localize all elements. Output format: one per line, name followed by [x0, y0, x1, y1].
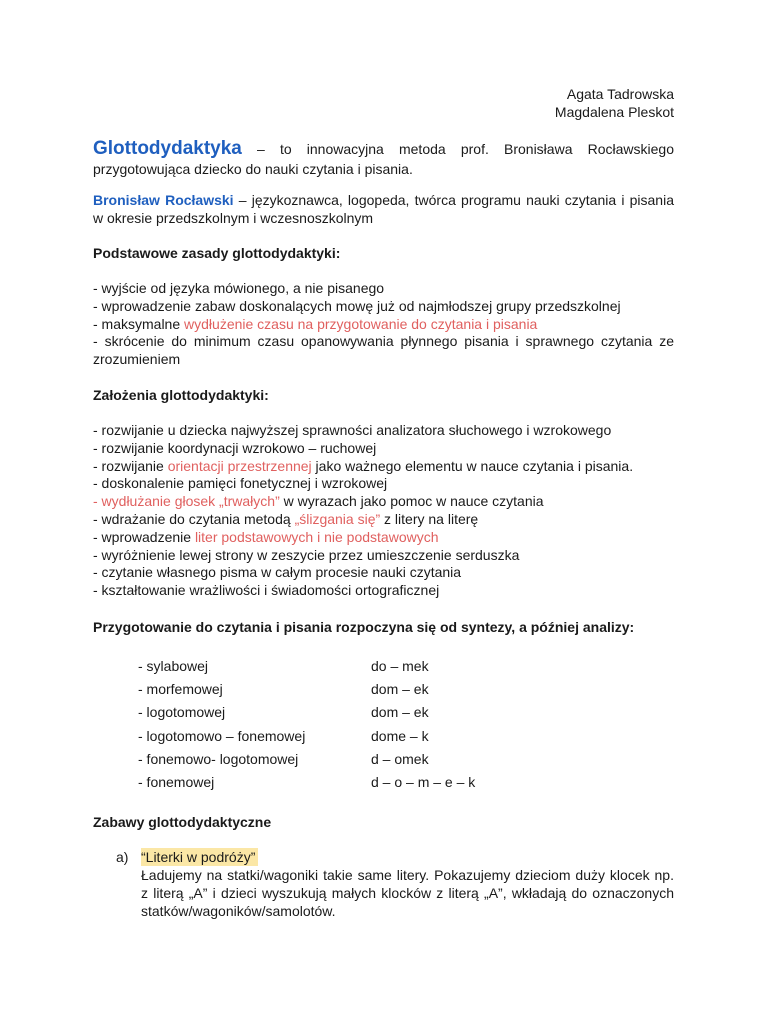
- list-text: - wprowadzenie zabaw doskonalących mowę już od najmłodszej grupy przedszkolnej: [93, 297, 621, 314]
- list-text: w wyrazach jako pomoc w nauce czytania: [279, 493, 544, 510]
- synthesis-type: - logotomowo – fonemowej: [138, 727, 306, 744]
- highlighted-text: liter podstawowych i nie podstawowych: [194, 528, 439, 545]
- author-text: – językoznawca, logopeda, twórca programu nauki czytania i pisania w okresie przedszkolnym i wczesnoszkolnym: [93, 192, 674, 226]
- list-text: - maksymalne: [93, 315, 185, 332]
- synthesis-type: - fonemowo- logotomowej: [138, 750, 299, 767]
- synthesis-example: dom – ek: [371, 681, 429, 698]
- assumption-item: [93, 475, 674, 493]
- synthesis-row: [138, 725, 674, 748]
- list-text: - wyróżnienie lewej strony w zeszycie przez umieszczenie serduszka: [93, 546, 520, 563]
- synthesis-type: - morfemowej: [138, 681, 223, 698]
- assumption-item: [93, 547, 674, 565]
- highlighted-text: orientacji przestrzennej: [167, 457, 312, 474]
- list-text: - czytanie własnego pisma w całym procesie nauki czytania: [93, 564, 462, 581]
- synthesis-example: do – mek: [371, 657, 429, 674]
- list-text: - doskonalenie pamięci fonetycznej i wzrokowej: [93, 475, 388, 492]
- authors-block: [93, 85, 674, 121]
- synthesis-table: [138, 655, 674, 794]
- list-text: jako ważnego elementu w nauce czytania i pisania.: [311, 457, 634, 474]
- list-text: z litery na literę: [380, 510, 479, 527]
- synthesis-heading: Przygotowanie do czytania i pisania rozpoczyna się od syntezy, a później analizy:: [93, 618, 635, 635]
- list-text: - wyjście od języka mówionego, a nie pisanego: [93, 280, 385, 296]
- author-name: Agata Tadrowska: [566, 86, 674, 102]
- synthesis-row: [138, 678, 674, 701]
- assumption-item: [93, 458, 674, 476]
- game-item: [116, 848, 674, 920]
- list-text: - wprowadzenie: [93, 528, 195, 545]
- principle-item: [93, 316, 674, 334]
- highlighted-text: wydłużenie czasu na przygotowanie do czytania i pisania: [184, 315, 538, 332]
- intro-paragraph: [93, 139, 674, 179]
- synthesis-example: dome – k: [371, 727, 429, 744]
- assumption-item: [93, 564, 674, 582]
- synthesis-example: dom – ek: [371, 704, 429, 721]
- assumption-item: [93, 511, 674, 529]
- author-name: Magdalena Pleskot: [554, 104, 674, 120]
- assumptions-heading: Założenia glottodydaktyki:: [93, 386, 269, 403]
- document-page: [93, 85, 674, 920]
- list-text: - wdrażanie do czytania metodą: [93, 510, 295, 527]
- intro-text: – to innowacyjna metoda prof. Bronisława Rocławskiego przygotowująca dziecko do nauki czytania i pisania.: [93, 141, 674, 177]
- list-text: - rozwijanie koordynacji wzrokowo – ruchowej: [93, 439, 377, 456]
- games-heading: Zabawy glottodydaktyczne: [93, 814, 272, 831]
- list-text: - rozwijanie: [93, 457, 168, 474]
- assumption-item: [93, 493, 674, 511]
- intro-term: Glottodydaktyka: [93, 138, 242, 159]
- author-paragraph: [93, 191, 674, 227]
- synthesis-type: - fonemowej: [138, 773, 215, 790]
- highlighted-text: - wydłużanie głosek „trwałych”: [93, 493, 280, 510]
- principle-item: [93, 333, 674, 369]
- author-term: Bronisław Rocławski: [93, 192, 234, 208]
- principle-item: [93, 280, 674, 298]
- game-title-row: [116, 848, 674, 866]
- assumptions-list: [93, 422, 674, 600]
- principles-list: [93, 280, 674, 369]
- synthesis-example: d – o – m – e – k: [371, 773, 476, 790]
- list-text: - kształtowanie wrażliwości i świadomości ortograficznej: [93, 582, 440, 599]
- highlighted-text: „ślizgania się”: [294, 510, 381, 527]
- synthesis-row: [138, 771, 674, 794]
- synthesis-row: [138, 701, 674, 724]
- game-title: “Literki w podróży”: [141, 848, 258, 866]
- list-text: - skrócenie do minimum czasu opanowywania płynnego pisania i sprawnego czytania ze zrozumieniem: [93, 333, 674, 368]
- synthesis-type: - logotomowej: [138, 704, 226, 721]
- synthesis-example: d – omek: [371, 750, 429, 767]
- assumption-item: [93, 529, 674, 547]
- synthesis-type: - sylabowej: [138, 657, 209, 674]
- game-description: Ładujemy na statki/wagoniki takie same litery. Pokazujemy dzieciom duży klocek np. z literą „A” i dzieci wyszukują małych klocków z literą „A”, wkładają do oznaczonych statków/wagoników/samolotów.: [141, 867, 674, 920]
- assumption-item: [93, 582, 674, 600]
- synthesis-row: [138, 655, 674, 678]
- game-label: a): [116, 849, 129, 866]
- synthesis-row: [138, 748, 674, 771]
- principles-heading: Podstawowe zasady glottodydaktyki:: [93, 245, 341, 261]
- principle-item: [93, 298, 674, 316]
- list-text: - rozwijanie u dziecka najwyższej sprawności analizatora słuchowego i wzrokowego: [93, 421, 612, 438]
- assumption-item: [93, 440, 674, 458]
- assumption-item: [93, 422, 674, 440]
